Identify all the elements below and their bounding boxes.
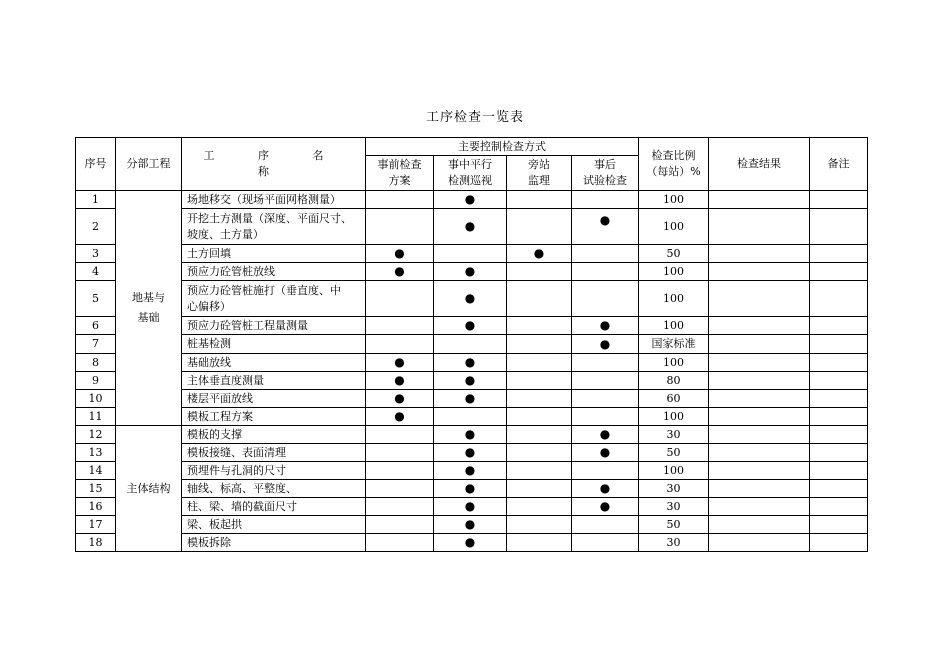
row-number: 12 [76, 426, 116, 444]
method-cell [366, 245, 434, 263]
remark-cell [810, 281, 868, 317]
check-dot-icon: ● [464, 463, 476, 477]
ratio-cell: 60 [639, 390, 709, 408]
row-number: 6 [76, 317, 116, 335]
method-cell [366, 534, 434, 552]
header-ratio: 检查比例 （每站）% [639, 138, 709, 191]
table-row [76, 462, 868, 480]
remark-cell [810, 245, 868, 263]
check-dot-icon: ● [599, 318, 611, 332]
method-cell [366, 462, 434, 480]
method-cell [366, 281, 434, 317]
method-cell [507, 335, 572, 354]
row-number: 2 [76, 209, 116, 245]
ratio-cell: 30 [639, 480, 709, 498]
method-cell [434, 480, 507, 498]
method-cell [434, 317, 507, 335]
method-cell [366, 498, 434, 516]
remark-cell [810, 335, 868, 354]
header-remark: 备注 [810, 138, 868, 191]
header-row-1 [76, 138, 868, 156]
table-row [76, 534, 868, 552]
result-cell [709, 191, 810, 209]
method-cell [507, 390, 572, 408]
ratio-cell: 100 [639, 317, 709, 335]
check-dot-icon: ● [464, 192, 476, 206]
method-cell [366, 390, 434, 408]
result-cell [709, 209, 810, 245]
table-row [76, 498, 868, 516]
check-dot-icon: ● [464, 427, 476, 441]
header-division: 分部工程 [116, 138, 182, 191]
method-cell [434, 390, 507, 408]
remark-cell [810, 444, 868, 462]
process-name: 桩基检测 [182, 335, 366, 354]
remark-cell [810, 191, 868, 209]
process-name: 轴线、标高、平整度、 [182, 480, 366, 498]
header-method-during: 事中平行 检测巡视 [434, 156, 507, 191]
method-cell [507, 263, 572, 281]
remark-cell [810, 317, 868, 335]
method-cell [507, 281, 572, 317]
header-seq: 序号 [76, 138, 116, 191]
method-cell [572, 498, 639, 516]
check-dot-icon: ● [464, 373, 476, 387]
check-dot-icon: ● [599, 445, 611, 459]
check-dot-icon: ● [599, 213, 611, 227]
check-dot-icon: ● [599, 499, 611, 513]
process-name: 场地移交（现场平面网格测量） [182, 191, 366, 209]
header-method-post: 事后 试验检查 [572, 156, 639, 191]
ratio-cell: 30 [639, 426, 709, 444]
result-cell [709, 462, 810, 480]
method-cell [572, 209, 639, 245]
ratio-cell: 100 [639, 462, 709, 480]
table-row [76, 480, 868, 498]
result-cell [709, 245, 810, 263]
row-number: 8 [76, 354, 116, 372]
process-name: 开挖土方测量（深度、平面尺寸、 坡度、土方量） [182, 209, 366, 245]
remark-cell [810, 408, 868, 426]
check-dot-icon: ● [464, 499, 476, 513]
table-row [76, 408, 868, 426]
check-dot-icon: ● [464, 291, 476, 305]
method-cell [434, 408, 507, 426]
result-cell [709, 354, 810, 372]
division-cell: 地基与 基础 [116, 191, 182, 426]
method-cell [572, 281, 639, 317]
check-dot-icon: ● [599, 336, 611, 351]
ratio-cell: 100 [639, 191, 709, 209]
method-cell [366, 408, 434, 426]
method-cell [572, 444, 639, 462]
header-method-pre: 事前检查 方案 [366, 156, 434, 191]
row-number: 5 [76, 281, 116, 317]
ratio-cell: 100 [639, 281, 709, 317]
table-row [76, 317, 868, 335]
remark-cell [810, 390, 868, 408]
method-cell [507, 444, 572, 462]
row-number: 4 [76, 263, 116, 281]
process-name: 模板工程方案 [182, 408, 366, 426]
check-dot-icon: ● [599, 427, 611, 441]
method-cell [572, 426, 639, 444]
ratio-cell: 100 [639, 354, 709, 372]
method-cell [572, 372, 639, 390]
header-process-name: 工 序 名 称 [182, 138, 366, 191]
process-name: 模板接缝、表面清理 [182, 444, 366, 462]
table-row [76, 335, 868, 354]
ratio-cell: 50 [639, 444, 709, 462]
method-cell [366, 335, 434, 354]
result-cell [709, 426, 810, 444]
remark-cell [810, 516, 868, 534]
check-dot-icon: ● [464, 481, 476, 495]
ratio-cell: 100 [639, 263, 709, 281]
method-cell [572, 335, 639, 354]
method-cell [507, 534, 572, 552]
process-name: 预应力砼管桩施打（垂直度、中 心偏移） [182, 281, 366, 317]
method-cell [507, 498, 572, 516]
process-name: 柱、梁、墙的截面尺寸 [182, 498, 366, 516]
check-dot-icon: ● [464, 391, 476, 405]
row-number: 7 [76, 335, 116, 354]
table-row [76, 191, 868, 209]
header-result: 检查结果 [709, 138, 810, 191]
table-row [76, 245, 868, 263]
ratio-cell: 50 [639, 516, 709, 534]
method-cell [507, 354, 572, 372]
method-cell [434, 534, 507, 552]
table-title: 工序检查一览表 [425, 110, 524, 125]
result-cell [709, 534, 810, 552]
result-cell [709, 317, 810, 335]
method-cell [507, 209, 572, 245]
method-cell [434, 444, 507, 462]
method-cell [434, 335, 507, 354]
method-cell [507, 480, 572, 498]
method-cell [366, 317, 434, 335]
method-cell [507, 245, 572, 263]
division-cell: 主体结构 [116, 426, 182, 552]
check-dot-icon: ● [394, 246, 405, 260]
ratio-cell: 50 [639, 245, 709, 263]
process-name: 预应力砼管桩放线 [182, 263, 366, 281]
check-dot-icon: ● [533, 246, 545, 260]
table-row [76, 390, 868, 408]
row-number: 9 [76, 372, 116, 390]
result-cell [709, 335, 810, 354]
row-number: 13 [76, 444, 116, 462]
result-cell [709, 444, 810, 462]
row-number: 16 [76, 498, 116, 516]
method-cell [507, 462, 572, 480]
method-cell [434, 498, 507, 516]
check-dot-icon: ● [464, 445, 476, 459]
method-cell [366, 191, 434, 209]
table-body [76, 138, 868, 552]
remark-cell [810, 426, 868, 444]
method-cell [507, 426, 572, 444]
ratio-cell: 100 [639, 408, 709, 426]
remark-cell [810, 498, 868, 516]
check-dot-icon: ● [464, 219, 476, 233]
row-number: 1 [76, 191, 116, 209]
process-name: 预埋件与孔洞的尺寸 [182, 462, 366, 480]
method-cell [434, 354, 507, 372]
row-number: 17 [76, 516, 116, 534]
remark-cell [810, 372, 868, 390]
result-cell [709, 498, 810, 516]
method-cell [572, 390, 639, 408]
table-row [76, 263, 868, 281]
method-cell [572, 480, 639, 498]
result-cell [709, 372, 810, 390]
check-dot-icon: ● [394, 409, 405, 423]
ratio-cell: 30 [639, 498, 709, 516]
remark-cell [810, 263, 868, 281]
header-method-onsite: 旁站 监理 [507, 156, 572, 191]
method-cell [366, 516, 434, 534]
ratio-cell: 80 [639, 372, 709, 390]
result-cell [709, 516, 810, 534]
process-name: 梁、板起拱 [182, 516, 366, 534]
row-number: 10 [76, 390, 116, 408]
method-cell [572, 462, 639, 480]
method-cell [572, 516, 639, 534]
check-dot-icon: ● [464, 318, 476, 332]
table-row [76, 209, 868, 245]
remark-cell [810, 462, 868, 480]
table-row [76, 372, 868, 390]
process-name: 主体垂直度测量 [182, 372, 366, 390]
remark-cell [810, 354, 868, 372]
method-cell [572, 408, 639, 426]
check-dot-icon: ● [394, 264, 405, 278]
method-cell [572, 245, 639, 263]
check-dot-icon: ● [394, 355, 405, 369]
method-cell [434, 426, 507, 444]
result-cell [709, 480, 810, 498]
check-dot-icon: ● [464, 264, 476, 278]
method-cell [507, 372, 572, 390]
method-cell [366, 480, 434, 498]
process-name: 预应力砼管桩工程量测量 [182, 317, 366, 335]
result-cell [709, 281, 810, 317]
method-cell [434, 263, 507, 281]
method-cell [507, 191, 572, 209]
method-cell [434, 281, 507, 317]
method-cell [366, 263, 434, 281]
check-dot-icon: ● [599, 481, 611, 495]
process-name: 楼层平面放线 [182, 390, 366, 408]
method-cell [366, 426, 434, 444]
process-name: 模板拆除 [182, 534, 366, 552]
check-dot-icon: ● [464, 355, 476, 369]
check-dot-icon: ● [394, 391, 405, 405]
row-number: 14 [76, 462, 116, 480]
remark-cell [810, 480, 868, 498]
row-number: 18 [76, 534, 116, 552]
ratio-cell: 100 [639, 209, 709, 245]
check-dot-icon: ● [464, 517, 476, 531]
table-row [76, 354, 868, 372]
result-cell [709, 263, 810, 281]
result-cell [709, 390, 810, 408]
remark-cell [810, 209, 868, 245]
method-cell [434, 209, 507, 245]
check-dot-icon: ● [394, 373, 405, 387]
method-cell [366, 444, 434, 462]
method-cell [507, 408, 572, 426]
process-name: 模板的支撑 [182, 426, 366, 444]
table-row [76, 516, 868, 534]
method-cell [572, 354, 639, 372]
row-number: 3 [76, 245, 116, 263]
process-name: 基础放线 [182, 354, 366, 372]
method-cell [434, 191, 507, 209]
table-row [76, 281, 868, 317]
method-cell [434, 245, 507, 263]
method-cell [434, 372, 507, 390]
method-cell [572, 317, 639, 335]
process-name: 土方回填 [182, 245, 366, 263]
method-cell [434, 516, 507, 534]
result-cell [709, 408, 810, 426]
method-cell [366, 354, 434, 372]
table-row [76, 444, 868, 462]
remark-cell [810, 534, 868, 552]
table-row [76, 426, 868, 444]
ratio-cell: 30 [639, 534, 709, 552]
method-cell [572, 534, 639, 552]
method-cell [366, 372, 434, 390]
row-number: 15 [76, 480, 116, 498]
check-dot-icon: ● [464, 535, 476, 549]
inspection-table [75, 137, 868, 552]
header-method-group: 主要控制检查方式 [366, 138, 639, 156]
method-cell [572, 191, 639, 209]
method-cell [572, 263, 639, 281]
method-cell [507, 516, 572, 534]
method-cell [507, 317, 572, 335]
method-cell [366, 209, 434, 245]
method-cell [434, 462, 507, 480]
ratio-cell: 国家标准 [639, 335, 709, 354]
row-number: 11 [76, 408, 116, 426]
